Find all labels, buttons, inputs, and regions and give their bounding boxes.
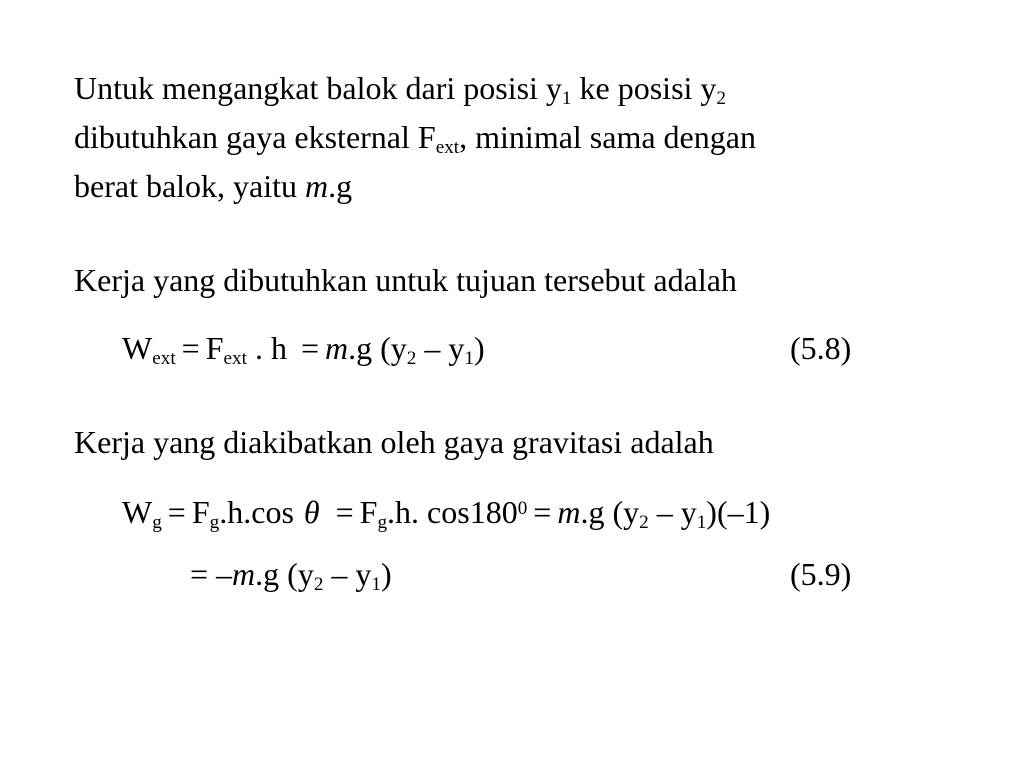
- text: – y: [323, 556, 372, 592]
- equation-number-5-9: (5.9): [790, 556, 852, 592]
- superscript: 0: [517, 498, 528, 520]
- subscript: 2: [639, 512, 649, 534]
- force-symbol: F: [205, 330, 224, 366]
- subscript: ext: [223, 348, 247, 370]
- work-symbol: W: [122, 494, 153, 530]
- subscript: 1: [464, 348, 474, 370]
- text: ke posisi y: [571, 70, 717, 106]
- subscript: 2: [313, 574, 324, 596]
- subscript: 1: [371, 574, 381, 596]
- subscript: 2: [406, 348, 417, 370]
- equals-sign: =: [335, 494, 354, 530]
- text: .g (y: [348, 330, 407, 366]
- text: berat balok, yaitu: [74, 168, 306, 204]
- subscript: 2: [716, 88, 726, 110]
- text: – y: [416, 330, 465, 366]
- paragraph-1-line-1: [74, 70, 726, 110]
- paragraph-2: Kerja yang dibutuhkan untuk tujuan tersebut adalah: [74, 262, 737, 298]
- equals-sign: =: [181, 330, 200, 366]
- subscript: 1: [561, 88, 572, 110]
- subscript: g: [209, 512, 220, 534]
- mass-symbol: m: [305, 168, 329, 204]
- equation-5-8: [122, 330, 485, 370]
- text: ): [381, 556, 392, 592]
- text: .h. cos180: [387, 494, 518, 530]
- text: ): [473, 330, 485, 366]
- text: .g: [328, 168, 353, 204]
- text: , minimal sama dengan: [459, 119, 756, 155]
- subscript: 1: [696, 512, 707, 534]
- equals-sign: =: [300, 330, 319, 366]
- paragraph-1-line-2: [74, 119, 756, 159]
- paragraph-3: Kerja yang diakibatkan oleh gaya gravitasi adalah: [74, 424, 714, 460]
- text: – y: [648, 494, 697, 530]
- subscript: g: [152, 512, 162, 534]
- text: . h: [246, 330, 295, 366]
- equals-sign: =: [533, 494, 552, 530]
- text: –: [208, 556, 233, 592]
- mass-symbol: m: [557, 494, 581, 530]
- text: .g (y: [255, 556, 314, 592]
- equation-number-5-8: (5.8): [790, 330, 852, 366]
- work-symbol: W: [122, 330, 153, 366]
- mass-symbol: m: [232, 556, 256, 592]
- subscript: g: [377, 512, 388, 534]
- text: dibutuhkan gaya eksternal F: [74, 119, 436, 155]
- mass-symbol: m: [325, 330, 349, 366]
- paragraph-1-line-3: [74, 170, 352, 202]
- text: )(–1): [706, 494, 771, 530]
- subscript: ext: [435, 137, 460, 159]
- text: .g (y: [580, 494, 640, 530]
- equation-5-9-line-2: [190, 556, 392, 596]
- equals-sign: =: [190, 556, 209, 592]
- text: Untuk mengangkat balok dari posisi y: [74, 70, 562, 106]
- theta-symbol: θ: [303, 494, 320, 530]
- equals-sign: =: [167, 494, 186, 530]
- force-symbol: F: [359, 494, 378, 530]
- text: .h.cos: [219, 494, 294, 530]
- equation-5-9-line-1: [122, 494, 771, 534]
- subscript: ext: [152, 348, 176, 370]
- force-symbol: F: [191, 494, 210, 530]
